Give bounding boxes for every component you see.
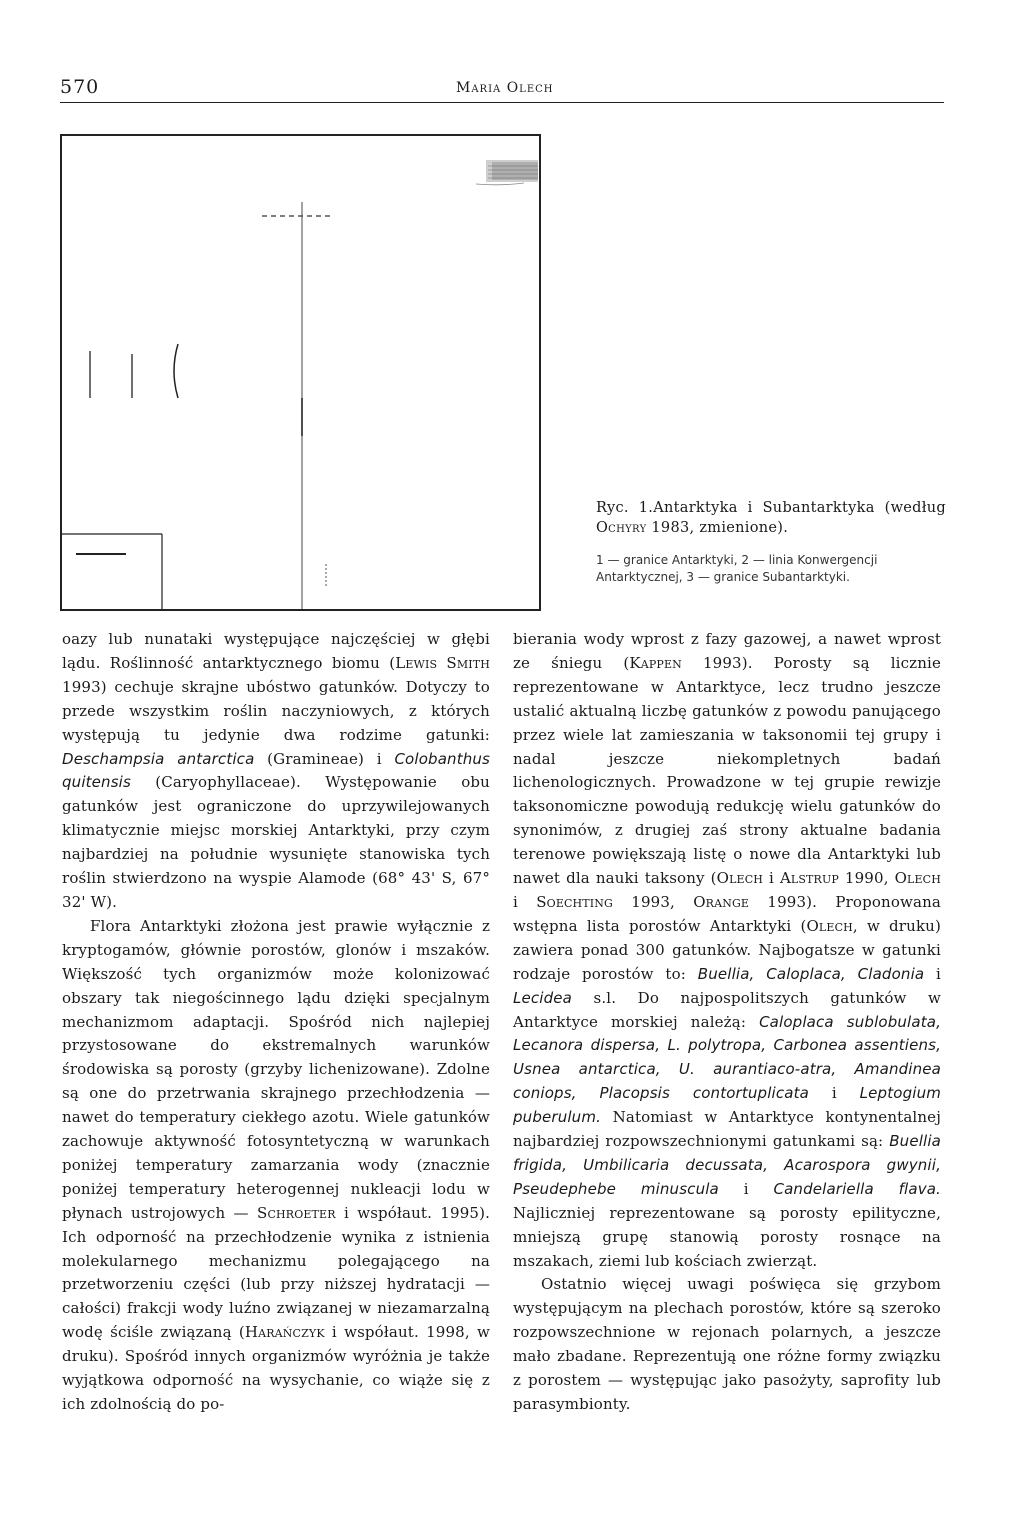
species-names: Caloplaca sublobulata, Lecanora dispersa, L. polytropa, Carbonea assentiens, Usnea antarctica, U. aurantiaco-atra, Amandinea coniops, Placopsis contortuplicata bbox=[513, 1012, 941, 1103]
genus-names: Lecidea bbox=[513, 988, 572, 1007]
page-number: 570 bbox=[60, 76, 100, 98]
genus-names: Buellia, Caloplaca, Cladonia bbox=[697, 964, 925, 983]
text-run: (Gramineae) i bbox=[254, 749, 395, 768]
author-citation: Harańczyk bbox=[244, 1323, 325, 1342]
text-run: i bbox=[718, 1179, 774, 1198]
text-run: 1993). Proponowana wstępna lista porostów Antarktyki ( bbox=[513, 892, 941, 935]
caption-legend: 1 — granice Antarktyki, 2 — linia Konwergencji Antarktycznej, 3 — granice Subantarktyki. bbox=[596, 553, 878, 584]
page-header bbox=[60, 74, 944, 103]
map-coast-curve bbox=[174, 344, 178, 398]
text-run: 1993). Porosty są licznie reprezentowane w Antarktyce, lecz trudno jeszcze ustalić aktualną liczbę gatunków z powodu panującego przez wiele lat zamieszania w taksonomii tej grupy i nadal jeszcze niekompletnych badań lichenologicznych. Prowadzone w tej grupie rewizje taksonomiczne powodują redukcję wielu gatunków do synonimów, z drugiej zaś strony aktualne badania terenowe powiększają listę o nowe dla Antarktyki lub nawet dla nauki taksony ( bbox=[513, 653, 941, 888]
text-run: i współaut. 1995). Ich odporność na przechłodzenie wynika z istnienia molekularnego mechanizmu polegającego na przetworzeniu części (lub przy niższej hydratacji — całości) frakcji wody luźno związanej w niezamarzalną wodę ściśle związaną ( bbox=[62, 1203, 490, 1342]
author-citation: Kappen bbox=[629, 653, 682, 672]
text-run: 1993) cechuje skrajne ubóstwo gatunków. Dotyczy to przede wszystkim roślin naczyniowych, z których występują tu jedynie dwa rodzime gatunki: bbox=[62, 677, 490, 744]
species-name: Colobanthus quitensis bbox=[62, 749, 491, 792]
right-paragraph-1 bbox=[513, 628, 941, 1273]
figure-caption bbox=[596, 498, 946, 586]
left-column bbox=[62, 628, 490, 1417]
author-citation: Alstrup bbox=[779, 869, 839, 888]
map-drawing bbox=[62, 136, 539, 609]
text-run: (Caryophyllaceae). Występowanie obu gatunków jest ograniczone do uprzywilejowanych klimatycznie miejsc morskiej Antarktyki, przy czym najbardziej na południe wysunięte stanowiska tych roślin stwierdzono na wyspie Alamode (68° 43' S, 67° 32' W). bbox=[62, 773, 490, 911]
text-run: i bbox=[808, 1084, 860, 1103]
text-run: , w druku) zawiera ponad 300 gatunków. Najbogatsze w gatunki rodzaje porostów to: bbox=[513, 916, 941, 983]
left-paragraph-1 bbox=[62, 628, 490, 915]
right-column bbox=[513, 628, 941, 1417]
species-name: Candelariella flava. bbox=[773, 1179, 941, 1198]
running-head: Maria Olech bbox=[456, 80, 554, 96]
text-run: Flora Antarktyki złożona jest prawie wyłącznie z kryptogamów, głównie porostów, glonów i mszaków. Większość tych organizmów może kolonizować obszary tak niegościnnego lądu dzięki specjalnym mechanizmom adaptacji. Spośród nich najlepiej przystosowane do ekstremalnych warunków środowiska są porosty (grzyby lichenizowane). Zdolne są one do przetrwania skrajnego przechłodzenia — nawet do temperatury ciekłego azotu. Wiele gatunków zachowuje aktywność fotosyntetyczną w warunkach poniżej temperatury zamarzania wody (znacznie poniżej temperatury heterogennej nukleacji lodu w płynach ustrojowych — bbox=[62, 916, 490, 1222]
caption-prefix: Ryc. bbox=[596, 500, 629, 516]
text-run: i bbox=[513, 892, 537, 911]
species-names: Buellia frigida, Umbilicaria decussata, Acarospora gwynii, Pseudephebe minuscula bbox=[513, 1132, 941, 1198]
author-citation: Orange bbox=[693, 892, 750, 911]
right-paragraph-2: Ostatnio więcej uwagi poświęca się grzybom występującym na plechach porostów, które są szeroko rozpowszechnione w rejonach polarnych, a jeszcze mało zbadane. Reprezentują one różne formy związku z porostem — występując jako pasożyty, saprofity lub parasymbionty. bbox=[513, 1275, 941, 1413]
species-name: Deschampsia antarctica bbox=[62, 749, 255, 768]
author-citation: Schroeter bbox=[257, 1203, 336, 1222]
caption-author: Ochyry bbox=[596, 520, 647, 536]
caption-text-2: 1983, zmienione). bbox=[651, 520, 789, 536]
caption-text-1: Antarktyka i Subantarktyka (według bbox=[653, 500, 946, 516]
text-run: Natomiast w Antarktyce kontynentalnej najbardziej rozpowszechnionymi gatunkami są: bbox=[513, 1108, 941, 1151]
antarctica-map-figure bbox=[60, 134, 541, 611]
author-citation: Soechting bbox=[536, 892, 613, 911]
text-run: Najliczniej reprezentowane są porosty epilityczne, mniejszą grupę stanowią porosty rosnące na mszakach, ziemi lub kościach zwierząt. bbox=[513, 1203, 941, 1270]
caption-main bbox=[596, 498, 946, 538]
left-paragraph-2 bbox=[62, 915, 490, 1417]
author-citation: Olech bbox=[894, 869, 941, 888]
map-textured-patch bbox=[476, 160, 538, 185]
species-name: Leptogium puberulum. bbox=[513, 1084, 941, 1127]
author-citation: Lewis Smith bbox=[395, 653, 490, 672]
text-run: 1993, bbox=[613, 892, 694, 911]
text-run: oazy lub nunataki występujące najczęściej w głębi lądu. Roślinność antarktycznego biomu ( bbox=[62, 630, 490, 672]
text-run: 1990, bbox=[838, 869, 895, 888]
text-run: bierania wody wprost z fazy gazowej, a nawet wprost ze śniegu ( bbox=[513, 630, 941, 672]
text-run: i bbox=[763, 869, 780, 888]
caption-number: 1. bbox=[638, 500, 654, 516]
text-run: i bbox=[924, 964, 941, 983]
author-citation: Olech bbox=[806, 916, 853, 935]
text-run: i współaut. 1998, w druku). Spośród innych organizmów wyróżnia je także wyjątkowa odporność na wysychanie, co wiąże się z ich zdolnością do po- bbox=[62, 1323, 490, 1413]
text-run: s.l. Do najpospolitszych gatunków w Antarktyce morskiej należą: bbox=[513, 988, 941, 1031]
author-citation: Olech bbox=[716, 869, 764, 888]
